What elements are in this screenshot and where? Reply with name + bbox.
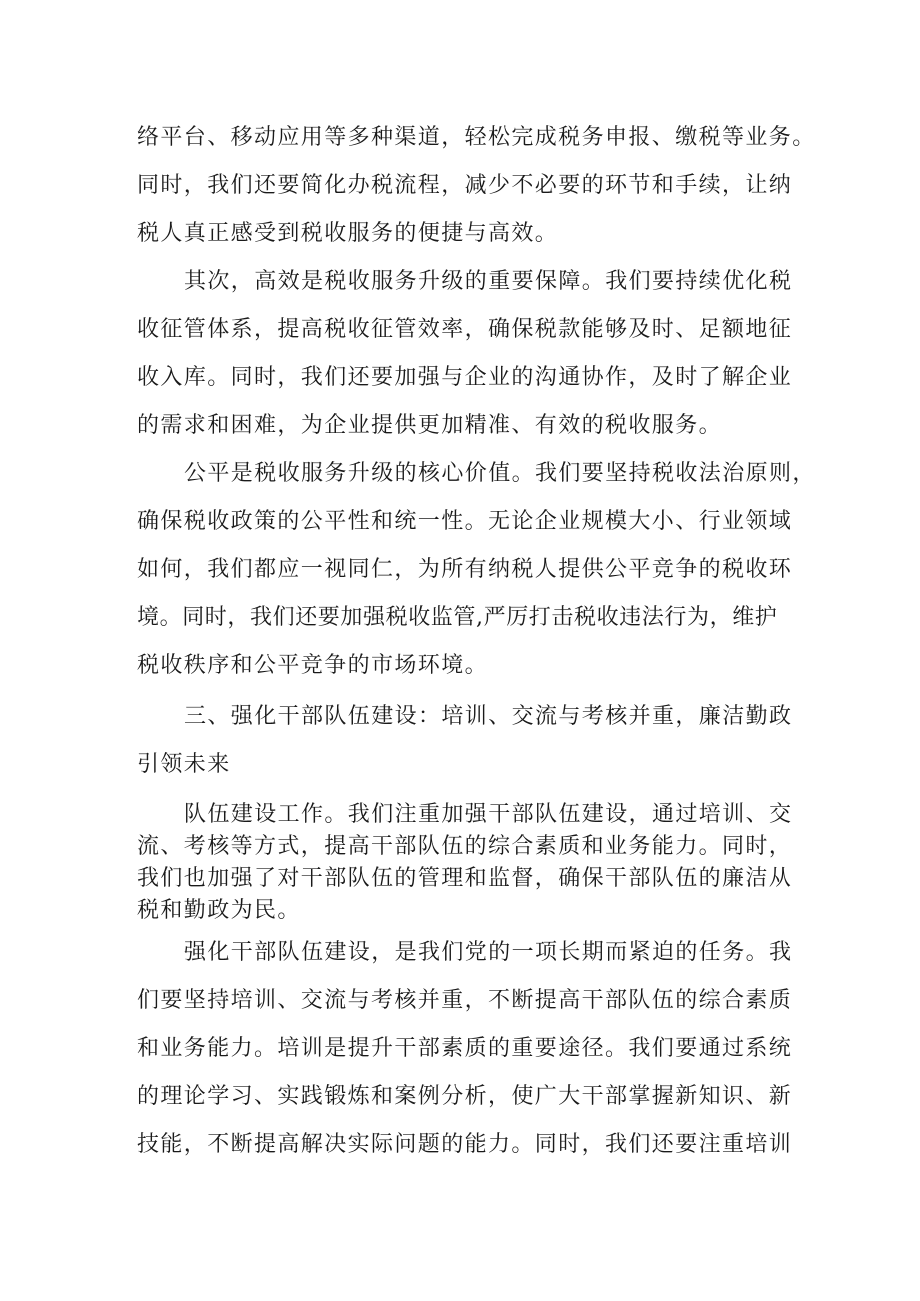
text-line: 的需求和困难，为企业提供更加精准、有效的税收服务。: [137, 413, 723, 438]
text-line: 技能，不断提高解决实际问题的能力。同时，我们还要注重培训: [137, 1132, 793, 1157]
text-line: 强化干部队伍建设，是我们党的一项长期而紧迫的任务。我: [184, 940, 793, 965]
text-line: 税人真正感受到税收服务的便捷与高效。: [137, 221, 559, 246]
text-line: 队伍建设工作。我们注重加强干部队伍建设，通过培训、交: [184, 802, 793, 827]
text-line: 络平台、移动应用等多种渠道，轻松完成税务申报、缴税等业务。: [137, 125, 816, 150]
text-line: 境。同时，我们还要加强税收监管,严厉打击税收违法行为，维护: [137, 605, 778, 630]
section-heading-continued: 引领未来: [137, 752, 231, 777]
text-line: 收征管体系，提高税收征管效率，确保税款能够及时、足额地征: [137, 317, 793, 342]
text-line: 税收秩序和公平竞争的市场环境。: [137, 653, 489, 678]
text-line: 收入库。同时，我们还要加强与企业的沟通协作，及时了解企业: [137, 365, 793, 390]
text-line: 如何，我们都应一视同仁，为所有纳税人提供公平竞争的税收环: [137, 557, 793, 582]
text-line: 的理论学习、实践锻炼和案例分析，使广大干部掌握新知识、新: [137, 1084, 793, 1109]
section-heading: 三、强化干部队伍建设：培训、交流与考核并重，廉洁勤政: [184, 704, 793, 729]
text-line: 其次，高效是税收服务升级的重要保障。我们要持续优化税: [184, 269, 793, 294]
text-line: 税和勤政为民。: [137, 898, 301, 923]
text-line: 们要坚持培训、交流与考核并重，不断提高干部队伍的综合素质: [137, 988, 793, 1013]
text-line: 公平是税收服务升级的核心价值。我们要坚持税收法治原则，: [184, 461, 816, 486]
text-line: 同时，我们还要简化办税流程，减少不必要的环节和手续，让纳: [137, 173, 793, 198]
text-line: 流、考核等方式，提高干部队伍的综合素质和业务能力。同时，: [137, 834, 793, 859]
text-line: 我们也加强了对干部队伍的管理和监督，确保干部队伍的廉洁从: [137, 866, 793, 891]
text-line: 和业务能力。培训是提升干部素质的重要途径。我们要通过系统: [137, 1036, 793, 1061]
text-line: 确保税收政策的公平性和统一性。无论企业规模大小、行业领域: [137, 509, 793, 534]
